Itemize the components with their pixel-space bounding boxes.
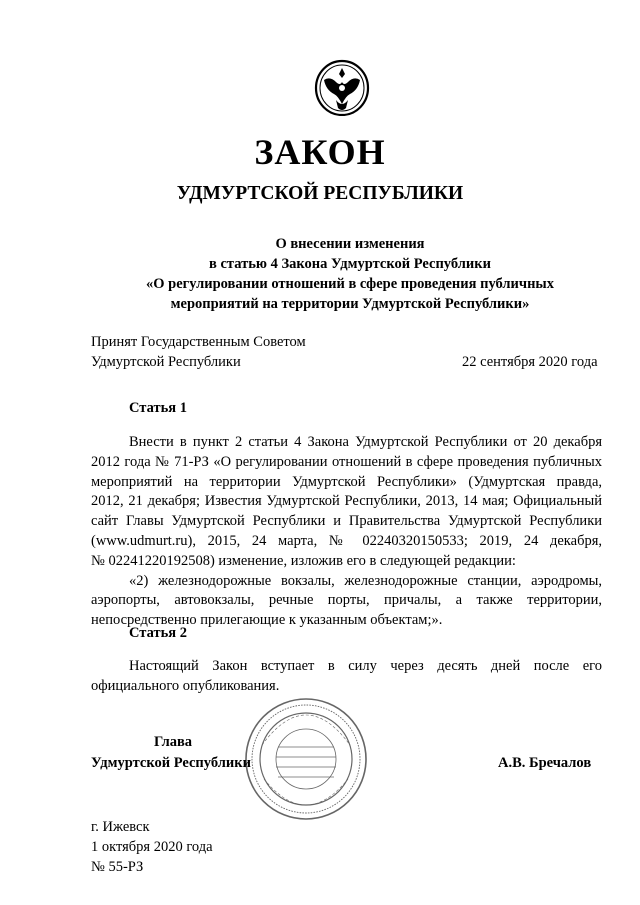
text-line: аэропорты, автовокзалы, речные порты, причалы, а также территории, [91, 592, 602, 609]
article-1-body [91, 433, 602, 631]
text-line: мероприятий на территории Удмуртской Республики» (Удмуртская правда, [91, 473, 602, 490]
text-line: 2012, 21 декабря; Известия Удмуртской Республики, 2013, 14 мая; Официальный [91, 493, 602, 510]
adoption-line: Принят Государственным Советом [91, 334, 306, 350]
signatory-organization: Удмуртской Республики [91, 755, 251, 771]
text-line: «2) железнодорожные вокзалы, железнодорожные станции, аэродромы, [129, 572, 602, 589]
signatory-position [91, 732, 251, 774]
footer-city: г. Ижевск [91, 819, 150, 835]
heading-line: «О регулировании отношений в сфере проведения публичных [145, 276, 554, 292]
article-2-title: Статья 2 [129, 625, 187, 641]
heading-line: мероприятий на территории Удмуртской Республики» [170, 296, 530, 312]
official-seal-icon [242, 695, 370, 823]
adoption-line: Удмуртской Республики [91, 354, 241, 370]
text-line: Внести в пункт 2 статьи 4 Закона Удмуртской Республики от 20 декабря [129, 434, 602, 450]
coat-of-arms-icon [314, 58, 370, 116]
footer-number: № 55-РЗ [91, 859, 144, 875]
text-line: сайт Главы Удмуртской Республики и Правительства Удмуртской Республики [91, 513, 602, 530]
text-line: № 02241220192508) изменение, изложив его в следующей редакции: [91, 552, 516, 569]
document-title: ЗАКОН [254, 132, 386, 172]
text-line: официального опубликования. [91, 677, 280, 694]
document-footer [91, 817, 213, 877]
text-line: Настоящий Закон вступает в силу через десять дней после его [129, 658, 602, 674]
article-2-body [91, 657, 602, 697]
text-line: 2012 года № 71-РЗ «О регулировании отношений в сфере проведения публичных [91, 453, 602, 470]
document-subtitle: УДМУРТСКОЙ РЕСПУБЛИКИ [176, 183, 464, 204]
adoption-date: 22 сентября 2020 года [462, 354, 598, 370]
signatory-name: А.В. Бречалов [498, 755, 592, 771]
text-line: (www.udmurt.ru), 2015, 24 марта, № 02240320150533; 2019, 24 декабря, [91, 532, 602, 549]
footer-date: 1 октября 2020 года [91, 839, 213, 855]
text-line: непосредственно прилегающие к указанным объектам;». [91, 612, 443, 629]
law-heading [100, 234, 600, 314]
adoption-info [91, 332, 306, 372]
signatory-title: Глава [154, 734, 193, 750]
heading-line: О внесении изменения [275, 236, 425, 252]
heading-line: в статью 4 Закона Удмуртской Республики [209, 256, 491, 272]
article-1-title: Статья 1 [129, 400, 187, 416]
